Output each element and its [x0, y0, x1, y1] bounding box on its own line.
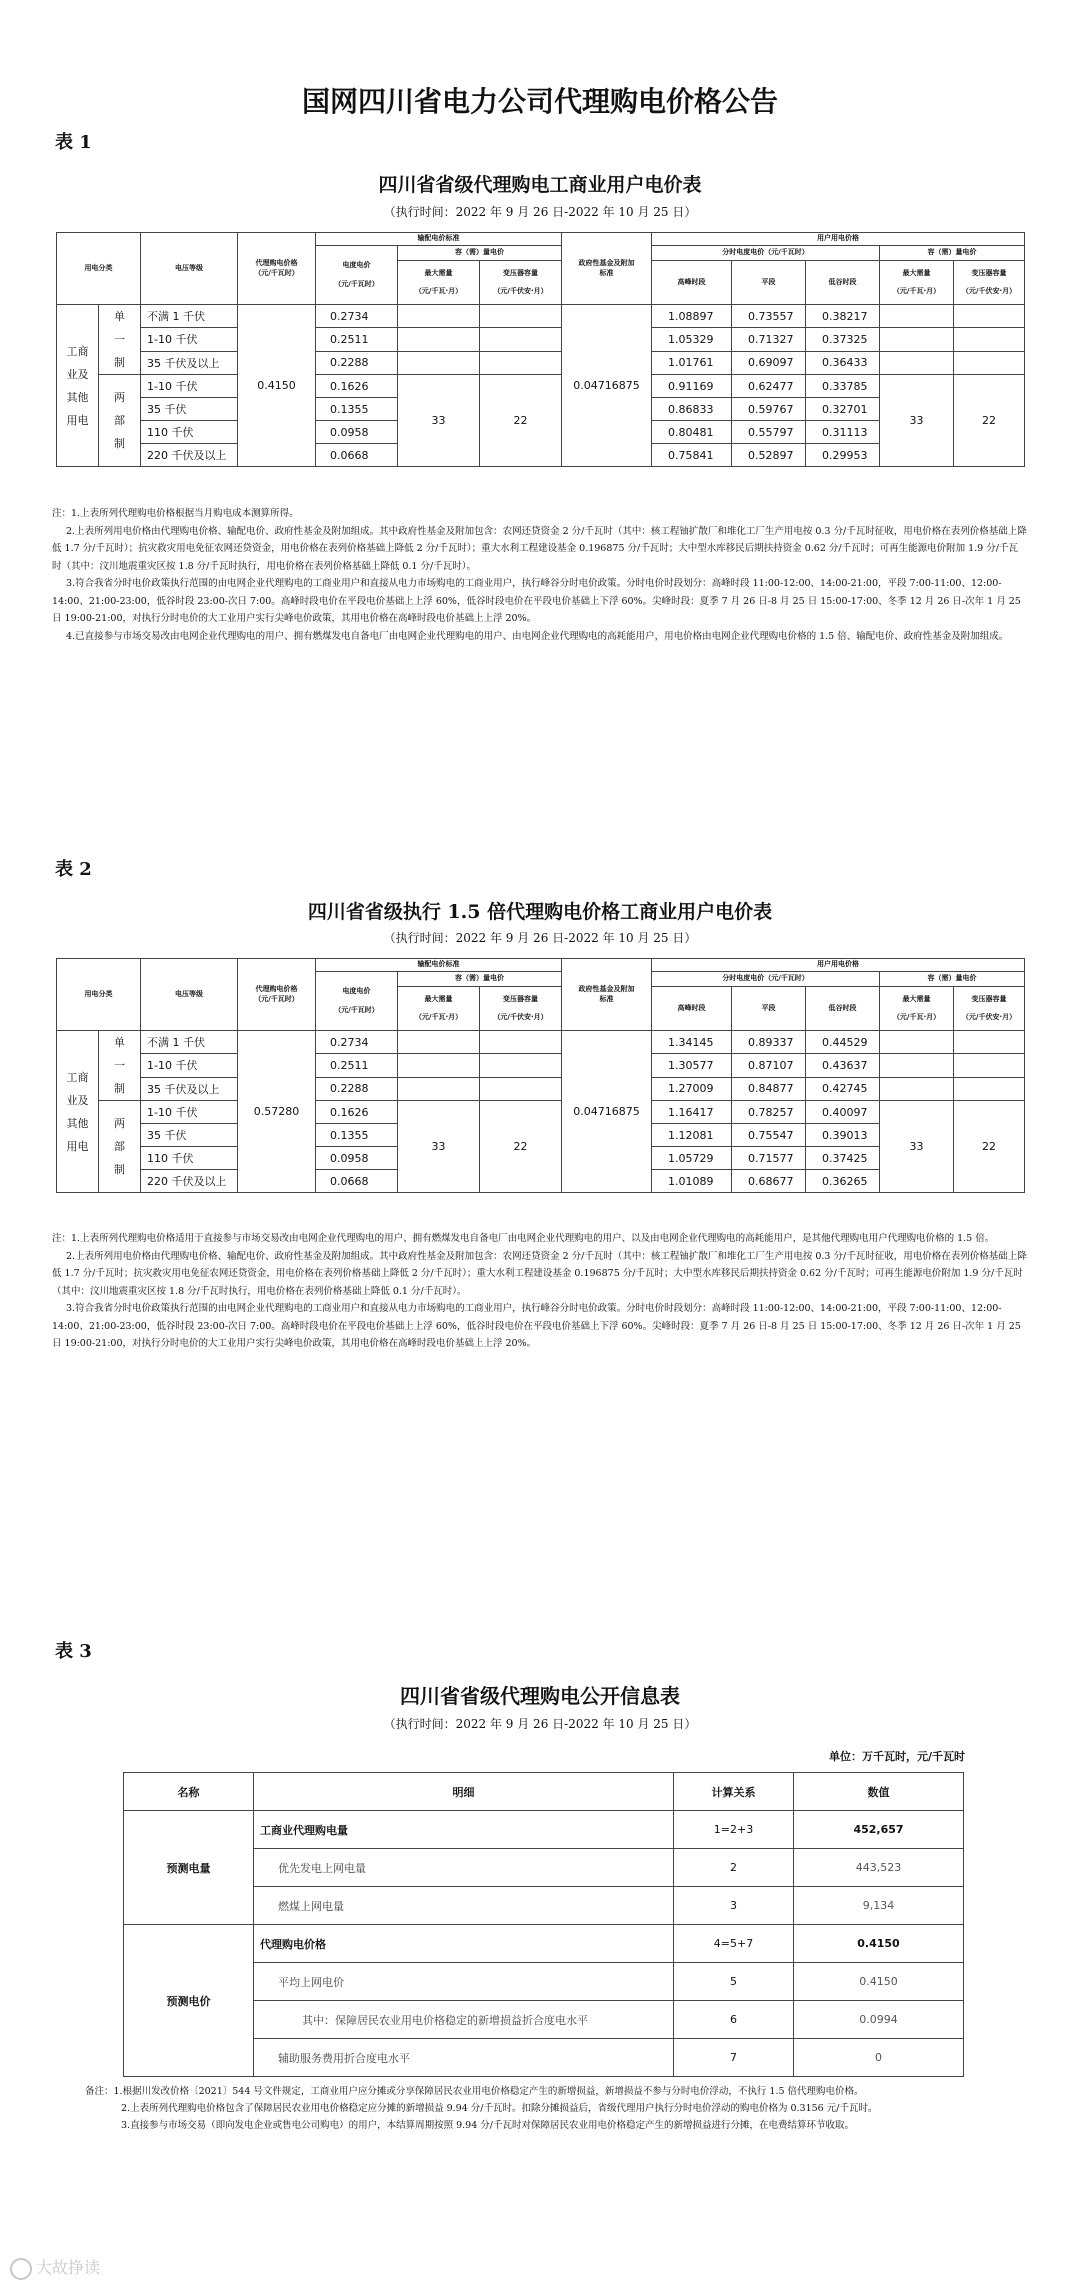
max-demand-user-cell: 33: [880, 375, 954, 467]
voltage-cell: 220 千伏及以上: [141, 1170, 238, 1193]
detail-cell: 平均上网电价: [254, 1963, 674, 2001]
header-demand-price: 容（需）量电价: [398, 246, 562, 261]
calc-cell: 2: [674, 1849, 794, 1887]
header-flat: 平段: [732, 987, 806, 1031]
header-max-demand-user: 最大需量 （元/千瓦·月）: [880, 261, 954, 305]
valley-cell: 0.36433: [806, 351, 880, 374]
calc-cell: 1=2+3: [674, 1811, 794, 1849]
peak-cell: 1.30577: [652, 1054, 732, 1077]
table-row: [57, 1077, 1025, 1100]
header-voltage: 电压等级: [141, 233, 238, 305]
header-capacity-user: 变压器容量 （元/千伏安·月）: [954, 987, 1025, 1031]
energy-price-cell: 0.1626: [316, 1101, 398, 1124]
table2-notes: [52, 1230, 1027, 1353]
peak-cell: 0.80481: [652, 421, 732, 444]
table1-subtitle: （执行时间：2022 年 9 月 26 日-2022 年 10 月 25 日）: [383, 205, 697, 219]
peak-cell: 0.86833: [652, 398, 732, 421]
voltage-cell: 1-10 千伏: [141, 375, 238, 398]
flat-cell: 0.71577: [732, 1147, 806, 1170]
valley-cell: 0.42745: [806, 1077, 880, 1100]
peak-cell: 0.75841: [652, 444, 732, 467]
category-commercial: 工商 业及 其他 用电: [57, 305, 99, 467]
flat-cell: 0.62477: [732, 375, 806, 398]
detail-cell: 工商业代理购电量: [254, 1811, 674, 1849]
header-user-price: 用户用电价格: [652, 959, 1025, 972]
watermark: 大故挣读: [10, 2255, 100, 2280]
flat-cell: 0.69097: [732, 351, 806, 374]
detail-cell: 燃煤上网电量: [254, 1887, 674, 1925]
valley-cell: 0.31113: [806, 421, 880, 444]
peak-cell: 1.34145: [652, 1031, 732, 1054]
header-valley: 低谷时段: [806, 261, 880, 305]
voltage-cell: 不满 1 千伏: [141, 1031, 238, 1054]
valley-cell: 0.36265: [806, 1170, 880, 1193]
calc-cell: 3: [674, 1887, 794, 1925]
capacity-cell: 22: [480, 375, 562, 467]
table-row: [124, 1811, 964, 1849]
energy-price-cell: 0.2511: [316, 328, 398, 351]
calc-cell: 4=5+7: [674, 1925, 794, 1963]
value-cell: 443,523: [794, 1849, 964, 1887]
energy-price-cell: 0.1355: [316, 1124, 398, 1147]
valley-cell: 0.32701: [806, 398, 880, 421]
energy-price-cell: 0.2734: [316, 1031, 398, 1054]
table-row: [57, 328, 1025, 351]
header-energy-price: 电度电价 （元/千瓦时）: [316, 972, 398, 1031]
peak-cell: 1.01089: [652, 1170, 732, 1193]
voltage-cell: 不满 1 千伏: [141, 305, 238, 328]
energy-price-cell: 0.2734: [316, 305, 398, 328]
peak-cell: 1.16417: [652, 1101, 732, 1124]
table3-label: 表 3: [55, 1641, 92, 1662]
capacity-user-cell: 22: [954, 1101, 1025, 1193]
valley-cell: 0.37425: [806, 1147, 880, 1170]
value-cell: 0: [794, 2039, 964, 2077]
energy-price-cell: 0.2511: [316, 1054, 398, 1077]
header-peak: 高峰时段: [652, 261, 732, 305]
header-flat: 平段: [732, 261, 806, 305]
voltage-cell: 110 千伏: [141, 421, 238, 444]
max-demand-cell: 33: [398, 1101, 480, 1193]
peak-cell: 1.05329: [652, 328, 732, 351]
calc-cell: 7: [674, 2039, 794, 2077]
flat-cell: 0.87107: [732, 1054, 806, 1077]
header-max-demand: 最大需量 （元/千瓦·月）: [398, 261, 480, 305]
header-max-demand: 最大需量 （元/千瓦·月）: [398, 987, 480, 1031]
header-calc: 计算关系: [674, 1773, 794, 1811]
capacity-cell: 22: [480, 1101, 562, 1193]
value-cell: 0.4150: [794, 1963, 964, 2001]
voltage-cell: 35 千伏: [141, 398, 238, 421]
table1-title: 四川省省级代理购电工商业用户电价表: [378, 174, 702, 196]
note: 注：1.上表所列代理购电价格根据当月购电成本测算所得。: [52, 508, 299, 519]
energy-price-cell: 0.0668: [316, 1170, 398, 1193]
header-capacity-user: 变压器容量 （元/千伏安·月）: [954, 261, 1025, 305]
header-demand-price-user: 容（需）量电价: [880, 246, 1025, 261]
header-tdu: 输配电价标准: [316, 959, 562, 972]
header-valley: 低谷时段: [806, 987, 880, 1031]
note: 3.符合我省分时电价政策执行范围的由电网企业代理购电的工商业用户和直接从电力市场购电的工商业用户，执行峰谷分时电价政策。分时电价时段划分：高峰时段 11:00-12:00、14:00-21:00，平段 7:00-11:00、12:00-14:00、21:00-23:00，低谷时段 23:00-次日 7:00。高峰时段电价在平段电价基础上上浮 60%，低谷时段电价在平段电价基础上下浮 60%。尖峰时段：夏季 7 月 26 日-8 月 25 日 15:00-17:00、冬季 12 月 26 日-次年 1 月 25 日 19:00-21:00，对执行分时电价的大工业用户实行尖峰电价政策，其用电价格在高峰时段电价基础上上浮 20%。: [52, 578, 1021, 624]
header-demand-price-user: 容（需）量电价: [880, 972, 1025, 987]
peak-cell: 1.27009: [652, 1077, 732, 1100]
table3-subtitle: （执行时间：2022 年 9 月 26 日-2022 年 10 月 25 日）: [383, 1717, 697, 1731]
voltage-cell: 1-10 千伏: [141, 1054, 238, 1077]
group-forecast-volume: 预测电量: [124, 1811, 254, 1925]
header-capacity: 变压器容量 （元/千伏安·月）: [480, 261, 562, 305]
info-table: [123, 1772, 964, 2077]
energy-price-cell: 0.2288: [316, 1077, 398, 1100]
voltage-cell: 1-10 千伏: [141, 1101, 238, 1124]
voltage-cell: 35 千伏: [141, 1124, 238, 1147]
detail-cell: 优先发电上网电量: [254, 1849, 674, 1887]
note: 3.符合我省分时电价政策执行范围的由电网企业代理购电的工商业用户和直接从电力市场购电的工商业用户，执行峰谷分时电价政策。分时电价时段划分：高峰时段 11:00-12:00、14:00-21:00，平段 7:00-11:00、12:00-14:00、21:00-23:00，低谷时段 23:00-次日 7:00。高峰时段电价在平段电价基础上上浮 60%，低谷时段电价在平段电价基础上下浮 60%。尖峰时段：夏季 7 月 26 日-8 月 25 日 15:00-17:00、冬季 12 月 26 日-次年 1 月 25 日 19:00-21:00，对执行分时电价的大工业用户实行尖峰电价政策，其用电价格在高峰时段电价基础上上浮 20%。: [52, 1303, 1021, 1349]
header-max-demand-user: 最大需量 （元/千瓦·月）: [880, 987, 954, 1031]
note: 2.上表所列用电价格由代理购电价格、输配电价、政府性基金及附加组成。其中政府性基金及附加包含：农网还贷资金 2 分/千瓦时（其中：核工程铀扩散厂和堆化工厂生产用电按 0.3 分/千瓦时征收，用电价格在表列价格基础上降低 1.7 分/千瓦时；抗灾救灾用电免征农网还贷资金，用电价格在表列价格基础上降低 2 分/千瓦时）；重大水利工程建设基金 0.196875 分/千瓦时；大中型水库移民后期扶持资金 0.62 分/千瓦时；可再生能源电价附加 1.9 分/千瓦时（其中：汶川地震重灾区按 1.8 分/千瓦时执行，用电价格在表列价格基础上降低 0.1 分/千瓦时）。: [52, 1250, 1027, 1297]
agency-price-cell: 0.4150: [238, 305, 316, 467]
note: 2.上表所列代理购电价格包含了保障居民农业用电价格稳定应分摊的新增损益 9.94 分/千瓦时。扣除分摊损益后，省级代理用户执行分时电价浮动的购电价格为 0.3156 元/千瓦时。: [121, 2103, 878, 2114]
peak-cell: 1.08897: [652, 305, 732, 328]
voltage-cell: 1-10 千伏: [141, 328, 238, 351]
note: 备注：1.根据川发改价格〔2021〕544 号文件规定，工商业用户应分摊或分享保障居民农业用电价格稳定产生的新增损益，新增损益不参与分时电价浮动，不执行 1.5 倍代理购电价格。: [85, 2086, 864, 2097]
note: 4.已直接参与市场交易改由电网企业代理购电的用户、拥有燃煤发电自备电厂由电网企业代理购电的用户、由电网企业代理购电的高耗能用户，用电价格由电网企业代理购电价格的 1.5 倍、输配电价、政府性基金及附加组成。: [66, 630, 1009, 642]
header-voltage: 电压等级: [141, 959, 238, 1031]
table3-title: 四川省省级代理购电公开信息表: [400, 1684, 680, 1708]
flat-cell: 0.71327: [732, 328, 806, 351]
header-tou-price: 分时电度电价（元/千瓦时）: [652, 246, 880, 261]
flat-cell: 0.89337: [732, 1031, 806, 1054]
peak-cell: 1.01761: [652, 351, 732, 374]
header-tou-price: 分时电度电价（元/千瓦时）: [652, 972, 880, 987]
category-single-part: 单 一 制: [99, 305, 141, 375]
valley-cell: 0.44529: [806, 1031, 880, 1054]
peak-cell: 0.91169: [652, 375, 732, 398]
price-table-1: [56, 232, 1025, 467]
capacity-user-cell: 22: [954, 375, 1025, 467]
header-peak: 高峰时段: [652, 987, 732, 1031]
table-row: [57, 1101, 1025, 1124]
energy-price-cell: 0.2288: [316, 351, 398, 374]
category-commercial: 工商 业及 其他 用电: [57, 1031, 99, 1193]
energy-price-cell: 0.0958: [316, 1147, 398, 1170]
table-row: [57, 351, 1025, 374]
table1-label: 表 1: [55, 132, 92, 153]
note: 3.直接参与市场交易（即向发电企业或售电公司购电）的用户，本结算周期按照 9.94 分/千瓦时对保障居民农业用电价格稳定产生的新增损益进行分摊，在电费结算环节收取。: [121, 2120, 854, 2131]
energy-price-cell: 0.0958: [316, 421, 398, 444]
energy-price-cell: 0.0668: [316, 444, 398, 467]
valley-cell: 0.40097: [806, 1101, 880, 1124]
max-demand-cell: 33: [398, 375, 480, 467]
valley-cell: 0.37325: [806, 328, 880, 351]
flat-cell: 0.59767: [732, 398, 806, 421]
page-title: 国网四川省电力公司代理购电价格公告: [301, 85, 778, 118]
table-row: [57, 305, 1025, 328]
table2-subtitle: （执行时间：2022 年 9 月 26 日-2022 年 10 月 25 日）: [383, 931, 697, 945]
header-fund: 政府性基金及附加 标准: [562, 959, 652, 1031]
category-two-part: 两 部 制: [99, 375, 141, 467]
table-row: [57, 1031, 1025, 1054]
flat-cell: 0.73557: [732, 305, 806, 328]
peak-cell: 1.05729: [652, 1147, 732, 1170]
flat-cell: 0.78257: [732, 1101, 806, 1124]
table-row: [57, 375, 1025, 398]
price-table-2: [56, 958, 1025, 1193]
energy-price-cell: 0.1355: [316, 398, 398, 421]
header-name: 名称: [124, 1773, 254, 1811]
table3-unit: 单位：万千瓦时，元/千瓦时: [828, 1750, 965, 1763]
valley-cell: 0.38217: [806, 305, 880, 328]
valley-cell: 0.43637: [806, 1054, 880, 1077]
value-cell: 0.4150: [794, 1925, 964, 1963]
voltage-cell: 220 千伏及以上: [141, 444, 238, 467]
flat-cell: 0.52897: [732, 444, 806, 467]
category-two-part: 两 部 制: [99, 1101, 141, 1193]
header-user-price: 用户用电价格: [652, 233, 1025, 246]
flat-cell: 0.75547: [732, 1124, 806, 1147]
detail-cell: 其中：保障居民农业用电价格稳定的新增损益折合度电水平: [254, 2001, 674, 2039]
header-category: 用电分类: [57, 233, 141, 305]
valley-cell: 0.39013: [806, 1124, 880, 1147]
table-row: [124, 1925, 964, 1963]
header-detail: 明细: [254, 1773, 674, 1811]
watermark-logo-icon: [10, 2258, 32, 2280]
category-single-part: 单 一 制: [99, 1031, 141, 1101]
valley-cell: 0.29953: [806, 444, 880, 467]
header-agency-price: 代理购电价格 （元/千瓦时）: [238, 959, 316, 1031]
fund-cell: 0.04716875: [562, 1031, 652, 1193]
flat-cell: 0.84877: [732, 1077, 806, 1100]
valley-cell: 0.33785: [806, 375, 880, 398]
header-value: 数值: [794, 1773, 964, 1811]
header-demand-price: 容（需）量电价: [398, 972, 562, 987]
peak-cell: 1.12081: [652, 1124, 732, 1147]
fund-cell: 0.04716875: [562, 305, 652, 467]
calc-cell: 6: [674, 2001, 794, 2039]
header-energy-price: 电度电价 （元/千瓦时）: [316, 246, 398, 305]
value-cell: 0.0994: [794, 2001, 964, 2039]
detail-cell: 代理购电价格: [254, 1925, 674, 1963]
value-cell: 9,134: [794, 1887, 964, 1925]
voltage-cell: 35 千伏及以上: [141, 1077, 238, 1100]
group-forecast-price: 预测电价: [124, 1925, 254, 2077]
value-cell: 452,657: [794, 1811, 964, 1849]
table2-label: 表 2: [55, 859, 92, 880]
header-fund: 政府性基金及附加 标准: [562, 233, 652, 305]
calc-cell: 5: [674, 1963, 794, 2001]
note: 注：1.上表所列代理购电价格适用于直接参与市场交易改由电网企业代理购电的用户、拥有燃煤发电自备电厂由电网企业代理购电的用户、以及由电网企业代理购电的高耗能用户，是其他代理购电用户代理购电价格的 1.5 倍。: [52, 1233, 995, 1244]
voltage-cell: 35 千伏及以上: [141, 351, 238, 374]
header-tdu: 输配电价标准: [316, 233, 562, 246]
table2-title: 四川省省级执行 1.5 倍代理购电价格工商业用户电价表: [307, 901, 773, 923]
max-demand-user-cell: 33: [880, 1101, 954, 1193]
table1-notes: [52, 505, 1027, 645]
voltage-cell: 110 千伏: [141, 1147, 238, 1170]
header-category: 用电分类: [57, 959, 141, 1031]
agency-price-cell: 0.57280: [238, 1031, 316, 1193]
table-row: [57, 1054, 1025, 1077]
note: 2.上表所列用电价格由代理购电价格、输配电价、政府性基金及附加组成。其中政府性基金及附加包含：农网还贷资金 2 分/千瓦时（其中：核工程铀扩散厂和堆化工厂生产用电按 0.3 分/千瓦时征收，用电价格在表列价格基础上降低 1.7 分/千瓦时）；抗灾救灾用电免征农网还贷资金，用电价格在表列价格基础上降低 2 分/千瓦时）；重大水利工程建设基金 0.196875 分/千瓦时；大中型水库移民后期扶持资金 0.62 分/千瓦时；可再生能源电价附加 1.9 分/千瓦时（其中：汶川地震重灾区按 1.8 分/千瓦时执行，用电价格在表列价格基础上降低 0.1 分/千瓦时）。: [52, 525, 1027, 572]
header-capacity: 变压器容量 （元/千伏安·月）: [480, 987, 562, 1031]
flat-cell: 0.55797: [732, 421, 806, 444]
header-agency-price: 代理购电价格 （元/千瓦时）: [238, 233, 316, 305]
flat-cell: 0.68677: [732, 1170, 806, 1193]
table3-notes: [85, 2083, 1045, 2134]
energy-price-cell: 0.1626: [316, 375, 398, 398]
detail-cell: 辅助服务费用折合度电水平: [254, 2039, 674, 2077]
